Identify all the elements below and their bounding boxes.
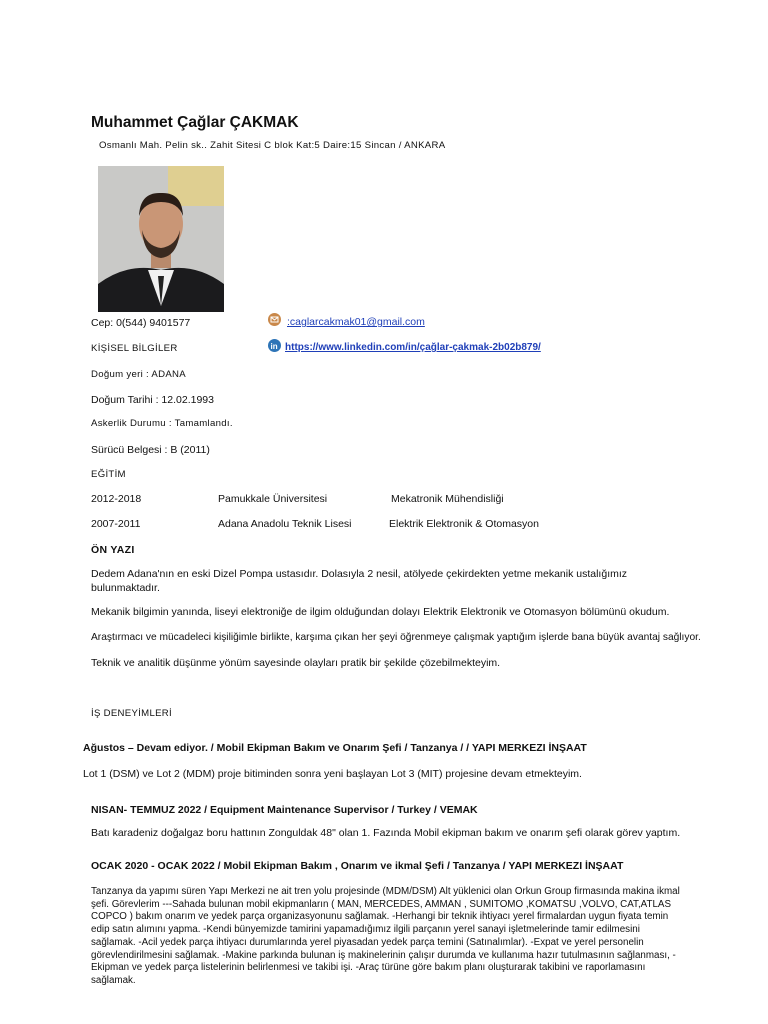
job-description: Lot 1 (DSM) ve Lot 2 (MDM) proje bitiminden sonra yeni başlayan Lot 3 (MIT) projesine devam etmekteyim. (83, 768, 582, 780)
job-title: NISAN- TEMMUZ 2022 / Equipment Maintenance Supervisor / Turkey / VEMAK (91, 804, 478, 816)
edu-field: Elektrik Elektronik & Otomasyon (389, 518, 539, 530)
summary-paragraph: Araştırmacı ve mücadeleci kişiliğimle birlikte, karşıma çıkan her şeyi öğrenmeye çalışmak yaptığım işlerde bana büyük avantaj sağlıyor. (91, 632, 701, 643)
profile-photo (98, 166, 224, 312)
personal-heading: KİŞİSEL BİLGİLER (91, 343, 178, 354)
edu-years: 2012-2018 (91, 493, 142, 505)
email-link[interactable]: :caglarcakmak01@gmail.com (287, 316, 425, 328)
edu-school: Adana Anadolu Teknik Lisesi (218, 518, 352, 530)
envelope-icon (268, 313, 281, 326)
birthplace: Doğum yeri : ADANA (91, 369, 186, 380)
edu-school: Pamukkale Üniversitesi (218, 493, 328, 505)
applicant-name: Muhammet Çağlar ÇAKMAK (91, 114, 299, 131)
job-title: OCAK 2020 - OCAK 2022 / Mobil Ekipman Bakım , Onarım ve ikmal Şefi / Tanzanya / YAPI MERKEZI İNŞAAT (91, 860, 624, 872)
driving-license: Sürücü Belgesi : B (2011) (91, 444, 210, 456)
linkedin-icon (268, 339, 281, 352)
svg-text:in: in (270, 342, 278, 351)
linkedin-link[interactable]: https://www.linkedin.com/in/çağlar-çakmak-2b02b879/ (285, 342, 541, 353)
summary-paragraph: Dedem Adana'nın en eski Dizel Pompa ustasıdır. Dolasıyla 2 nesil, atölyede çekirdekten yetme mekanik ustalığımız bulunmaktadır. (91, 568, 628, 594)
address: Osmanlı Mah. Pelin sk.. Zahit Sitesi C blok Kat:5 Daire:15 Sincan / ANKARA (99, 140, 446, 151)
job-description: Tanzanya da yapımı süren Yapı Merkezi ne ait tren yolu projesinde (MDM/DSM) Alt yüklenici olan Orkun Group firmasında makina ikmal şefi. Görevlerim ---Sahada bulunan mobil ekipmanların ( MAN, MERCEDES, AMMAN , SUMITOMO ,KOMATSU ,VOLVO, CAT,ATLAS COPCO ) bakım onarım ve yedek parça organizasyonunu sağlamak. -Herhangi bir teknik ihtiyacı yerel firmalardan uygun fiyata temin edip satın alımını yapma. -Kendi bünyemizde tamirini yapamadığımız ilgili parçanın yerel sanayi işletmelerinde tamir edilmesini sağlamak. -Acil yedek parça ihtiyacı durumlarında yerel piyasadan yedek parça temini (Satınalımlar). -Expat ve yerel personelin görevlendirilmesini sağlamak. -Makine parkında bulunan iş makinelerinin çalışır durumda ve kullanıma hazır tutulmasının sağlanması, -Ekipman ve yedek parça listelerinin belirlenmesi ve takibi işi. -Araç türüne göre bakım planı oluşturarak takibini ve raporlamasını sağlamak. (91, 886, 680, 987)
edu-field: Mekatronik Mühendisliği (391, 493, 504, 505)
job-description: Batı karadeniz doğalgaz boru hattının Zonguldak 48" olan 1. Fazında Mobil ekipman bakım ve onarım şefi olarak görev yaptım. (91, 827, 681, 839)
birthdate: Doğum Tarihi : 12.02.1993 (91, 394, 214, 406)
job-title: Ağustos – Devam ediyor. / Mobil Ekipman Bakım ve Onarım Şefi / Tanzanya / / YAPI MERKEZI İNŞAAT (83, 742, 587, 754)
military-status: Askerlik Durumu : Tamamlandı. (91, 418, 233, 429)
summary-heading: ÖN YAZI (91, 544, 135, 556)
phone: Cep: 0(544) 9401577 (91, 317, 191, 329)
experience-heading: İŞ DENEYİMLERİ (91, 708, 172, 719)
summary-paragraph: Mekanik bilgimin yanında, liseyi elektroniğe de ilgim olduğundan dolayı Elektrik Elektronik ve Otomasyon bölümünü okudum. (91, 606, 670, 618)
education-heading: EĞİTİM (91, 469, 126, 480)
edu-years: 2007-2011 (91, 518, 141, 530)
summary-paragraph: Teknik ve analitik düşünme yönüm sayesinde olayları pratik bir şekilde çözebilmekteyim. (91, 657, 501, 669)
